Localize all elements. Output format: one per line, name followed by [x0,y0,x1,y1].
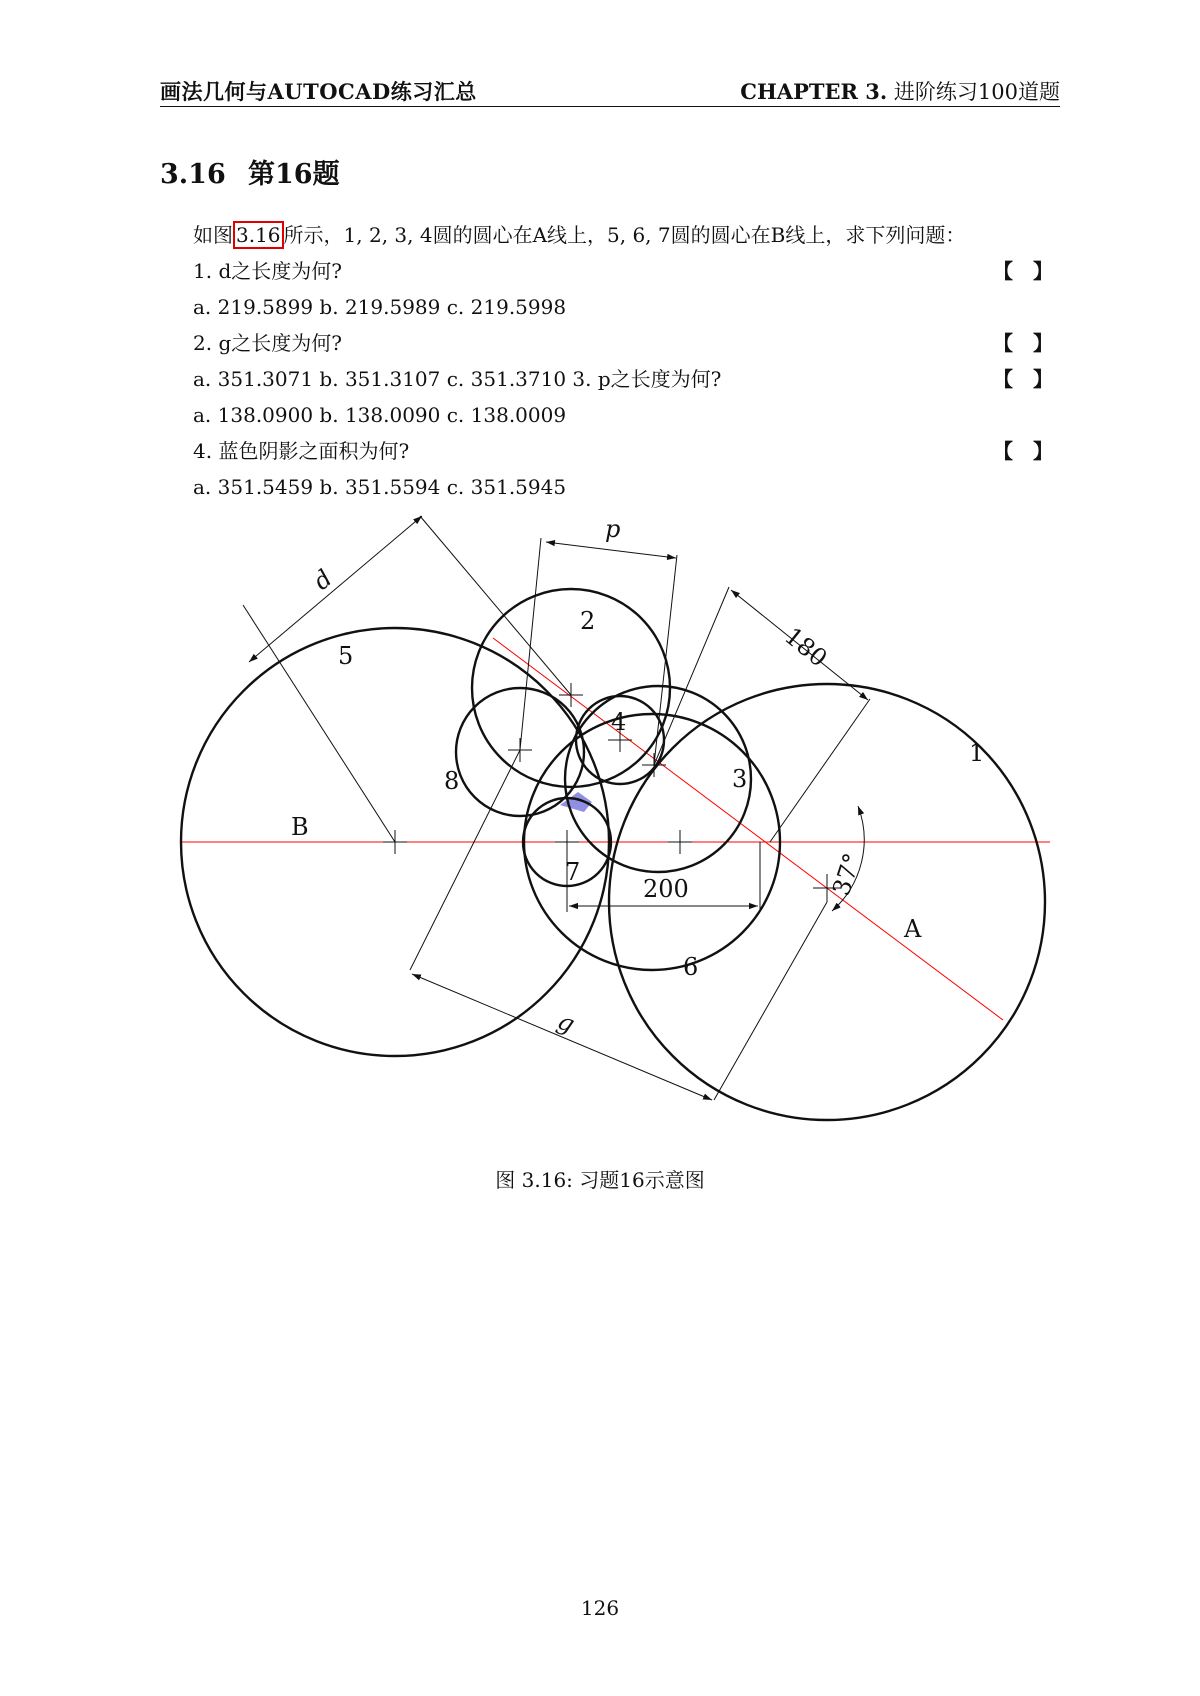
dim-p-label: p [605,515,621,543]
line-text: 1. d之长度为何? [193,259,342,283]
circle-1-label: 1 [969,739,985,767]
figure-svg [0,500,1200,1140]
options-line [193,361,1053,397]
dim-d-label: d [307,564,338,596]
section-number: 3.16 [160,159,226,190]
line-text: a. 138.0900 b. 138.0090 c. 138.0009 [193,403,567,427]
header-chapter [740,76,1060,106]
d-dimension-line [249,516,422,662]
section-name: 第16题 [248,159,340,190]
intro-line [193,217,1053,253]
line-text: a. 219.5899 b. 219.5989 c. 219.5998 [193,295,567,319]
question-line [193,433,1053,469]
intro-prefix: 如图 [193,223,233,247]
circle-7-label: 7 [565,858,581,886]
circle-4-label: 4 [611,708,627,736]
line-a-label: A [904,915,922,943]
r180-extension-line [654,587,729,765]
d-extension-line [243,605,395,842]
r180-extension-line [770,699,870,842]
page-header [160,76,1060,107]
circle-6-label: 6 [683,953,699,981]
answer-bracket: 【 】 [993,259,1053,283]
line-text: a. 351.5459 b. 351.5594 c. 351.5945 [193,475,567,499]
question-block [193,217,1053,505]
header-book-title: 画法几何与AUTOCAD练习汇总 [160,79,477,104]
p-extension-line [520,538,541,750]
answer-bracket: 【 】 [993,331,1053,355]
line-text: 4. 蓝色阴影之面积为何? [193,439,410,463]
options-line [193,397,1053,433]
line-text: a. 351.3071 b. 351.3107 c. 351.3710 3. p之长度为何? [193,367,722,391]
d-extension-line [420,516,571,695]
angle-label: 37° [827,849,867,899]
header-chapter-title: 进阶练习100道题 [893,80,1060,104]
line-text: 2. g之长度为何? [193,331,342,355]
answer-bracket: 【 】 [993,439,1053,463]
g-dimension-line [412,974,712,1100]
intro-suffix: 所示，1, 2, 3, 4圆的圆心在A线上，5, 6, 7圆的圆心在B线上，求下列问题： [283,223,966,247]
section-title [160,152,340,191]
options-line [193,289,1053,325]
figure-ref-link[interactable]: 3.16 [233,221,284,249]
p-dimension-line [546,542,676,558]
dim-g-label: g [553,1006,579,1039]
line-b-label: B [291,813,309,841]
p-extension-line [654,555,677,765]
dim-180-label: 180 [779,621,833,673]
header-chapter-number: CHAPTER 3. [740,79,888,104]
dim-200-label: 200 [643,875,689,903]
geometry-figure [0,500,1200,1140]
answer-bracket: 【 】 [993,367,1053,391]
circle-8-label: 8 [444,767,460,795]
question-line [193,325,1053,361]
page-number: 126 [580,1596,620,1620]
circle-3-label: 3 [732,765,748,793]
circle-5-label: 5 [338,642,354,670]
circle-2-label: 2 [580,607,596,635]
figure-caption: 图 3.16: 习题16示意图 [495,1168,705,1192]
question-line [193,253,1053,289]
g-extension-line [714,902,827,1100]
